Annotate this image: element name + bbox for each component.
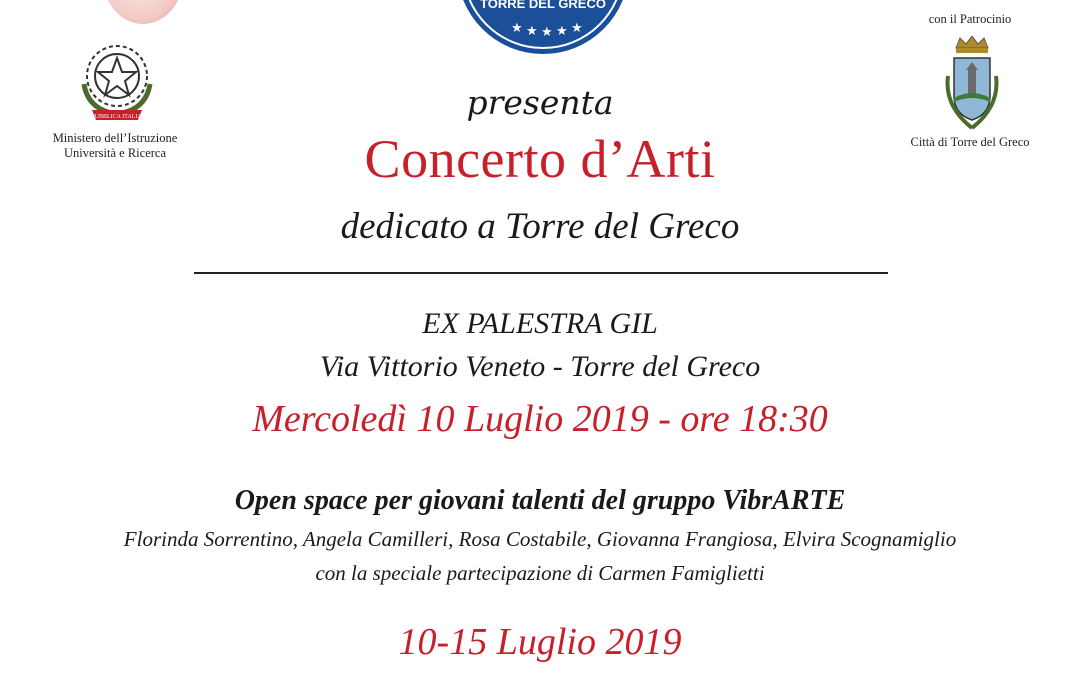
event-datetime: Mercoledì 10 Luglio 2019 - ore 18:30 <box>252 398 828 440</box>
open-space-heading: Open space per giovani talenti del gruppo VibrARTE <box>234 485 846 516</box>
svg-text:★: ★ <box>526 24 538 39</box>
svg-text:★: ★ <box>556 24 568 39</box>
exhibition-date-range: 10-15 Luglio 2019 <box>398 621 682 663</box>
club-badge-logo <box>455 0 631 60</box>
participants-list: Florinda Sorrentino, Angela Camilleri, Rosa Costabile, Giovanna Frangiosa, Elvira Scognamiglio <box>123 527 957 551</box>
ministry-caption-line1: Ministero dell’Istruzione <box>52 131 178 145</box>
svg-text:★: ★ <box>541 25 553 40</box>
svg-text:★: ★ <box>571 21 583 36</box>
presenta-text: presenta <box>466 83 614 122</box>
special-guest: con la speciale partecipazione di Carmen Famiglietti <box>315 561 765 585</box>
divider <box>194 272 888 274</box>
venue-address: Via Vittorio Veneto - Torre del Greco <box>319 350 761 383</box>
svg-text:TORRE DEL GRECO: TORRE DEL GRECO <box>480 0 606 11</box>
event-title: Concerto d’Arti <box>364 129 716 189</box>
event-dedication: dedicato a Torre del Greco <box>340 206 740 247</box>
partner-logo <box>103 0 183 24</box>
patrocinio-label: con il Patrocinio <box>928 12 1012 26</box>
svg-text:★: ★ <box>511 21 523 36</box>
svg-text:REPUBBLICA ITALIANA: REPUBBLICA ITALIANA <box>83 114 151 120</box>
city-caption: Città di Torre del Greco <box>910 135 1030 149</box>
venue-name: EX PALESTRA GIL <box>422 307 658 340</box>
ministry-caption-line2: Università e Ricerca <box>63 146 167 160</box>
